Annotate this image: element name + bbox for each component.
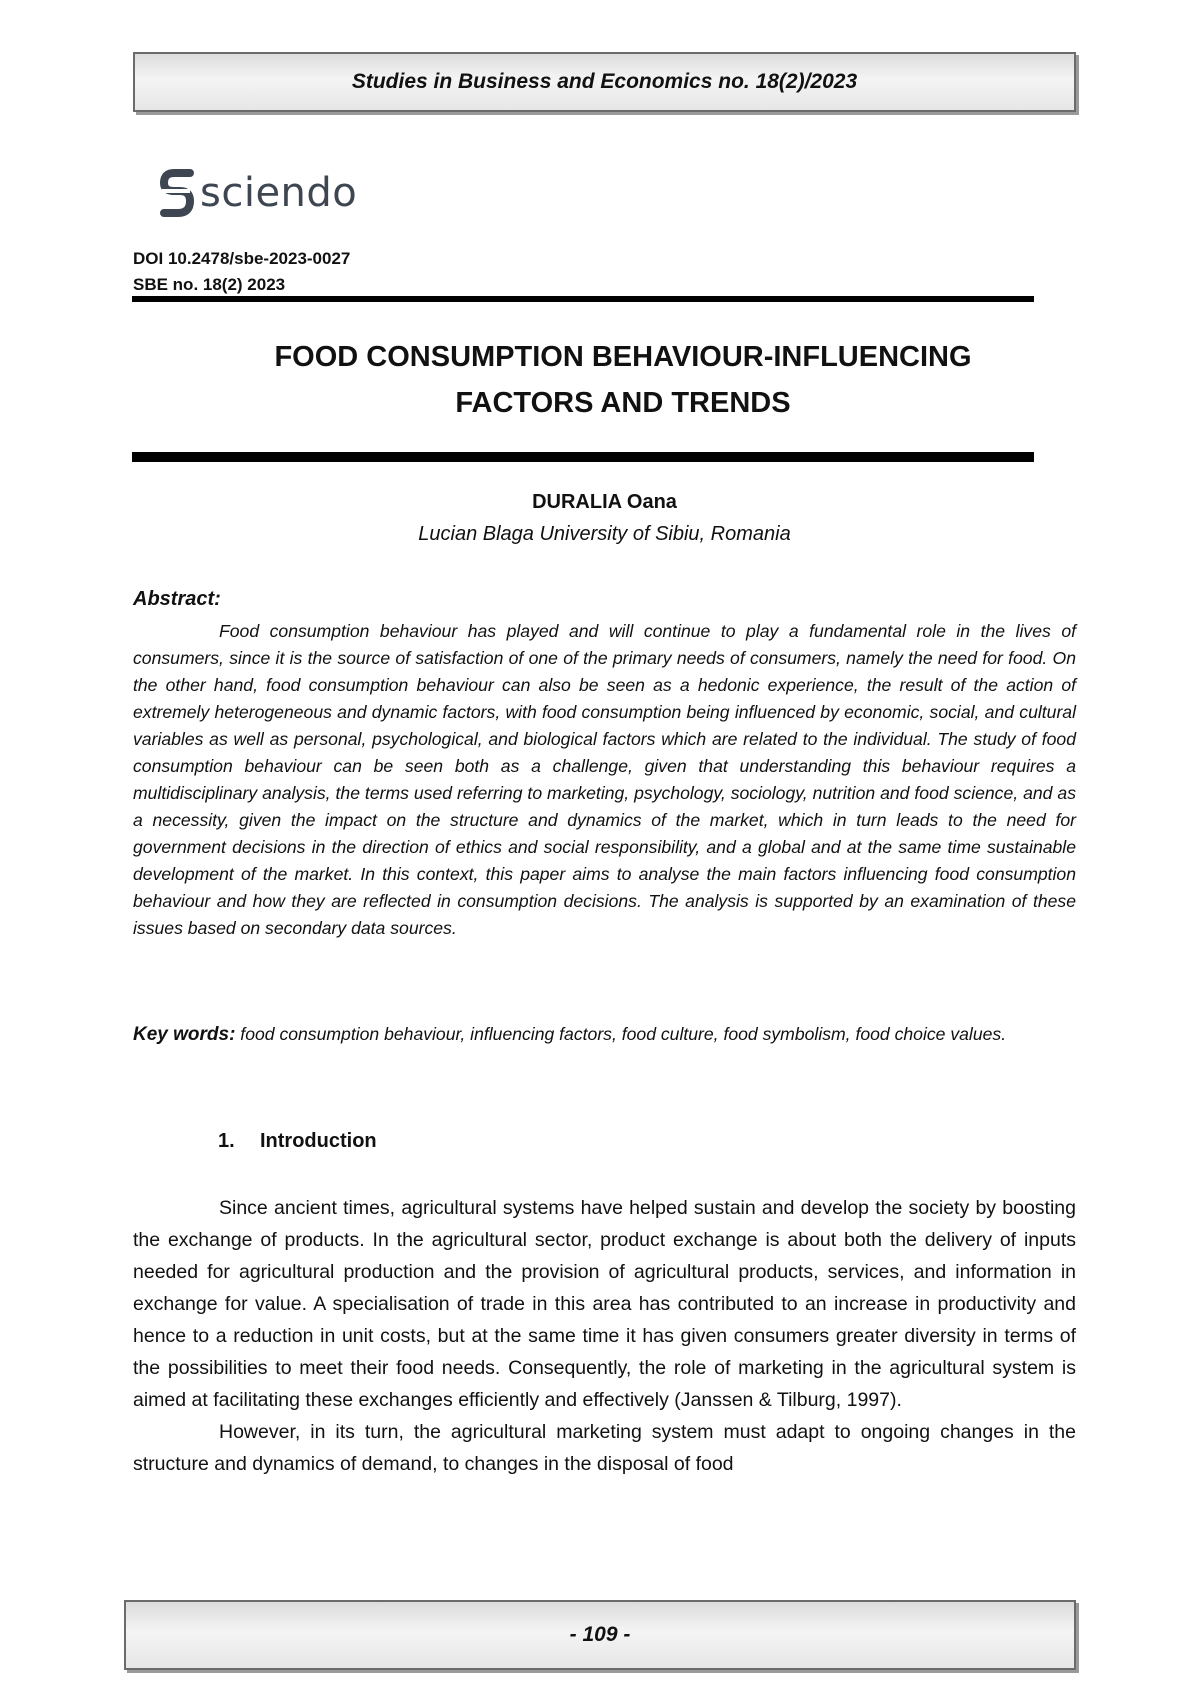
author-name: DURALIA Oana	[532, 491, 677, 513]
journal-title: Studies in Business and Economics no. 18(2)/2023	[351, 70, 858, 93]
doi-line: DOI 10.2478/sbe-2023-0027	[133, 249, 351, 268]
article-meta	[133, 246, 350, 298]
abstract-text: Food consumption behaviour has played and will continue to play a fundamental role in the lives of consumers, since it is the source of satisfaction of one of the primary needs of consumers, namely the need for food. On the other hand, food consumption behaviour can also be seen as a hedonic experience, the result of the action of extremely heterogeneous and dynamic factors, with food consumption being influenced by economic, social, and cultural variables as well as personal, psychological, and biological factors which are related to the individual. The study of food consumption behaviour can be seen both as a challenge, given that understanding this behaviour requires a multidisciplinary analysis, the terms used referring to marketing, psychology, sociology, nutrition and food science, and as a necessity, given the impact on the structure and dynamics of the market, which in turn leads to the need for government decisions in the direction of ethics and social responsibility, and a global and at the same time sustainable development of the market. In this context, this paper aims to analyse the main factors influencing food consumption behaviour and how they are reflected in consumption decisions. The analysis is supported by an examination of these issues based on secondary data sources.	[133, 621, 1076, 938]
title-line-1: FOOD CONSUMPTION BEHAVIOUR-INFLUENCING	[274, 341, 972, 373]
title-divider	[132, 452, 1034, 462]
keywords-label: Key words:	[133, 1024, 236, 1045]
keywords	[133, 1021, 1076, 1048]
paragraph-2: However, in its turn, the agricultural marketing system must adapt to ongoing changes in the structure and dynamics of demand, to changes in the disposal of food	[133, 1421, 1076, 1475]
paper-title	[133, 334, 1113, 426]
keywords-text: food consumption behaviour, influencing factors, food culture, food symbolism, food choice values.	[235, 1024, 1007, 1044]
section-title: Introduction	[260, 1130, 377, 1152]
top-divider	[132, 296, 1034, 302]
journal-header	[133, 52, 1076, 112]
publisher-logo	[160, 166, 357, 220]
paragraph-1: Since ancient times, agricultural systems have helped sustain and develop the society by boosting the exchange of products. In the agricultural sector, product exchange is about both the delivery of inputs needed for agricultural production and the provision of agricultural products, services, and information in exchange for value. A specialisation of trade in this area has contributed to an increase in productivity and hence to a reduction in unit costs, but at the same time it has given consumers greater diversity in terms of the possibilities to meet their food needs. Consequently, the role of marketing in the agricultural system is aimed at facilitating these exchanges efficiently and effectively (Janssen & Tilburg, 1997).	[133, 1197, 1076, 1411]
page-footer	[124, 1600, 1076, 1670]
sciendo-s-logo-icon	[160, 169, 194, 217]
issue-line: SBE no. 18(2) 2023	[133, 275, 286, 294]
body-text	[133, 1192, 1076, 1480]
logo-text: sciendo	[200, 170, 358, 216]
title-line-2: FACTORS AND TRENDS	[455, 387, 791, 419]
author-affiliation: Lucian Blaga University of Sibiu, Romania	[418, 523, 791, 545]
abstract-label: Abstract:	[133, 588, 221, 610]
page-number: - 109 -	[569, 1623, 631, 1646]
section-heading	[218, 1130, 377, 1153]
section-number: 1.	[218, 1130, 235, 1152]
